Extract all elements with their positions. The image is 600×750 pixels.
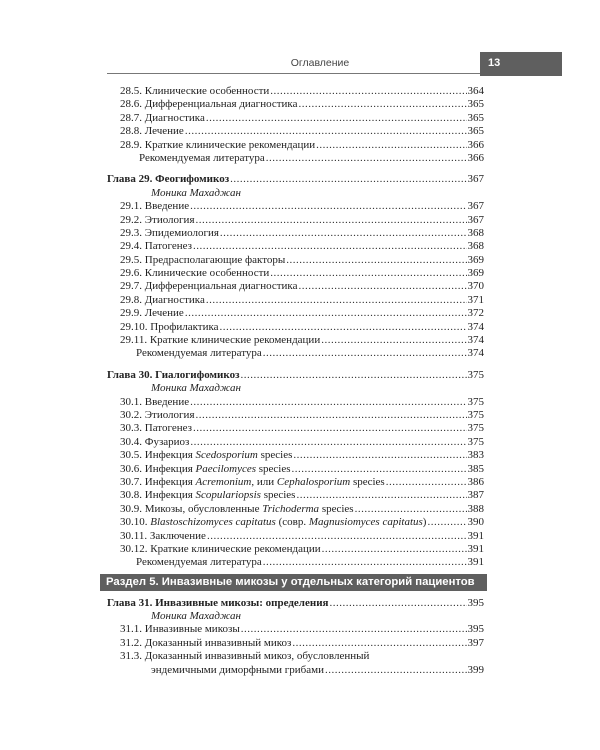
toc-entry[interactable] (107, 543, 484, 556)
toc-entry-page: 365 (467, 111, 484, 124)
page-number: 13 (488, 57, 501, 69)
toc-entry[interactable] (107, 436, 484, 449)
toc-entry-label: 28.8. Лечение (120, 125, 184, 138)
toc-block-chapter29 (107, 173, 484, 360)
toc-entry-label: 30.12. Краткие клинические рекомендации (120, 542, 321, 555)
toc-entry[interactable] (107, 664, 484, 677)
toc-entry-page: 399 (467, 663, 484, 676)
toc-entry-label: Рекомендуемая литература (136, 347, 262, 360)
toc-entry-page: 365 (467, 125, 484, 138)
toc-entry-page: 370 (467, 280, 484, 293)
toc-entry-label: 28.6. Дифференциальная диагностика (120, 98, 298, 111)
toc-entry-label: 28.7. Диагностика (120, 111, 205, 124)
toc-entry-page: 395 (467, 623, 484, 636)
toc-entry-label: 30.3. Патогенез (120, 422, 192, 435)
toc-entry-page: 375 (467, 422, 484, 435)
toc-entry-page: 391 (467, 542, 484, 555)
toc-entry[interactable] (107, 449, 484, 462)
toc-entry-page: 365 (467, 98, 484, 111)
toc-entry-label: 30.5. Инфекция Scedosporium species (120, 449, 293, 462)
toc-entry[interactable] (107, 556, 484, 569)
toc-entry-label: 29.1. Введение (120, 200, 190, 213)
toc-entry-label: 30.10. Blastoschizomyces capitatus (совр. Magnusiomyces capitatus) (120, 516, 427, 529)
toc-entry[interactable] (107, 85, 484, 98)
toc-entry-label: 29.10. Профилактика (120, 320, 219, 333)
toc-entry[interactable] (107, 422, 484, 435)
toc-entry-label: 29.4. Патогенез (120, 240, 192, 253)
toc-entry[interactable] (107, 214, 484, 227)
toc-entry[interactable] (107, 476, 484, 489)
toc-entry-page: 366 (467, 151, 484, 164)
toc-entry-page: 372 (467, 307, 484, 320)
chapter-title-label: Глава 29. Феогифомикоз (107, 173, 230, 186)
toc-entry-label: 30.9. Микозы, обусловленные Trichoderma species (120, 502, 354, 515)
toc-block-chapter30 (107, 369, 484, 570)
toc-entry-page: 385 (467, 462, 484, 475)
toc-entry[interactable] (107, 347, 484, 360)
toc-entry[interactable] (107, 321, 484, 334)
toc-entry[interactable] (107, 200, 484, 213)
chapter-author: Моника Махаджан (151, 382, 241, 395)
toc-entry[interactable] (107, 227, 484, 240)
toc-entry-label: Рекомендуемая литература (136, 556, 262, 569)
chapter-title-page: 395 (467, 596, 484, 609)
toc-entry-page: 368 (467, 240, 484, 253)
toc-entry[interactable] (107, 307, 484, 320)
chapter-title[interactable] (107, 597, 484, 610)
toc-entry-page: 367 (467, 213, 484, 226)
toc-entry-label: 29.3. Эпидемиология (120, 226, 219, 239)
toc-entry-label: 30.6. Инфекция Paecilomyces species (120, 462, 291, 475)
toc-entry-label: 31.2. Доказанный инвазивный микоз (120, 636, 292, 649)
toc-entry-page: 371 (467, 293, 484, 306)
toc-entry-label: 28.9. Краткие клинические рекомендации (120, 138, 316, 151)
toc-entry-page: 375 (467, 395, 484, 408)
running-title: Оглавление (290, 57, 350, 69)
toc-entry-label: 30.2. Этиология (120, 408, 195, 421)
chapter-title[interactable] (107, 173, 484, 186)
toc-entry[interactable] (107, 112, 484, 125)
toc-entry-page: 391 (467, 529, 484, 542)
section-heading[interactable]: Раздел 5. Инвазивные микозы у отдельных категорий пациентов (100, 574, 487, 591)
toc-entry[interactable] (107, 396, 484, 409)
toc-entry-page: 388 (467, 502, 484, 515)
toc-entry-page: 374 (467, 320, 484, 333)
toc-entry-page: 397 (467, 636, 484, 649)
toc-entry-label: 29.8. Диагностика (120, 293, 205, 306)
chapter-title-page: 367 (467, 173, 484, 186)
toc-entry[interactable] (107, 240, 484, 253)
toc-entry[interactable] (107, 139, 484, 152)
header-rule (107, 73, 480, 74)
toc-entry-label: эндемичными диморфными грибами (151, 663, 325, 676)
toc-entry-page: 391 (467, 556, 484, 569)
toc-entry[interactable] (107, 334, 484, 347)
toc-entry-page: 386 (467, 475, 484, 488)
chapter-title-label: Глава 30. Гиалогифомикоз (107, 368, 240, 381)
toc-entry[interactable] (107, 409, 484, 422)
toc-entry-page: 375 (467, 408, 484, 421)
toc-entry-page: 375 (467, 435, 484, 448)
chapter-title-page: 375 (467, 368, 484, 381)
toc-entry-page: 374 (467, 347, 484, 360)
toc-entry-page: 368 (467, 226, 484, 239)
toc-entry[interactable] (107, 489, 484, 502)
chapter-author: Моника Махаджан (151, 610, 241, 623)
toc-entry-label: 30.8. Инфекция Scopulariopsis species (120, 489, 296, 502)
toc-entry-page: 366 (467, 138, 484, 151)
toc-entry-label: 30.4. Фузариоз (120, 435, 190, 448)
toc-entry-label: 29.7. Дифференциальная диагностика (120, 280, 298, 293)
toc-entry[interactable] (107, 98, 484, 111)
toc-entry-label: 30.7. Инфекция Acremonium, или Cephalosporium species (120, 475, 385, 488)
toc-entry[interactable] (107, 623, 484, 636)
toc-entry-page: 369 (467, 267, 484, 280)
toc-entry[interactable] (107, 254, 484, 267)
toc-entry-line1[interactable]: 31.3. Доказанный инвазивный микоз, обусловленный (120, 650, 370, 663)
toc-entry[interactable] (107, 152, 484, 165)
toc-entry-label: 28.5. Клинические особенности (120, 85, 270, 97)
toc-entry-label: 30.11. Заключение (120, 529, 206, 542)
toc-entry-page: 367 (467, 200, 484, 213)
chapter-author: Моника Махаджан (151, 186, 241, 199)
toc-entry[interactable] (107, 125, 484, 138)
page-number-box (480, 52, 562, 76)
toc-entry[interactable] (107, 294, 484, 307)
chapter-title-label: Глава 31. Инвазивные микозы: определения (107, 596, 329, 609)
toc-entry[interactable] (107, 280, 484, 293)
toc-entry-label: 30.1. Введение (120, 395, 190, 408)
toc-entry-page: 364 (467, 85, 484, 97)
toc-block-chapter31 (107, 597, 484, 677)
toc-entry-label: Рекомендуемая литература (139, 151, 265, 164)
table-of-contents (107, 85, 484, 677)
toc-entry-label: 29.9. Лечение (120, 307, 184, 320)
toc-entry[interactable] (107, 503, 484, 516)
toc-entry-label: 29.5. Предрасполагающие факторы (120, 253, 286, 266)
toc-block-chapter28 (107, 85, 484, 165)
toc-entry[interactable] (107, 637, 484, 650)
toc-entry-label: 29.6. Клинические особенности (120, 267, 270, 280)
toc-entry-label: 31.1. Инвазивные микозы (120, 623, 240, 636)
chapter-title[interactable] (107, 369, 484, 382)
toc-entry[interactable] (107, 516, 484, 529)
toc-entry-page: 369 (467, 253, 484, 266)
toc-entry-label: 29.2. Этиология (120, 213, 195, 226)
toc-entry[interactable] (107, 267, 484, 280)
toc-entry-page: 383 (467, 449, 484, 462)
toc-entry-page: 390 (467, 516, 484, 529)
toc-entry-page: 387 (467, 489, 484, 502)
toc-entry-label: 29.11. Краткие клинические рекомендации (120, 334, 321, 347)
toc-entry[interactable] (107, 530, 484, 543)
toc-entry-page: 374 (467, 334, 484, 347)
toc-entry[interactable] (107, 463, 484, 476)
